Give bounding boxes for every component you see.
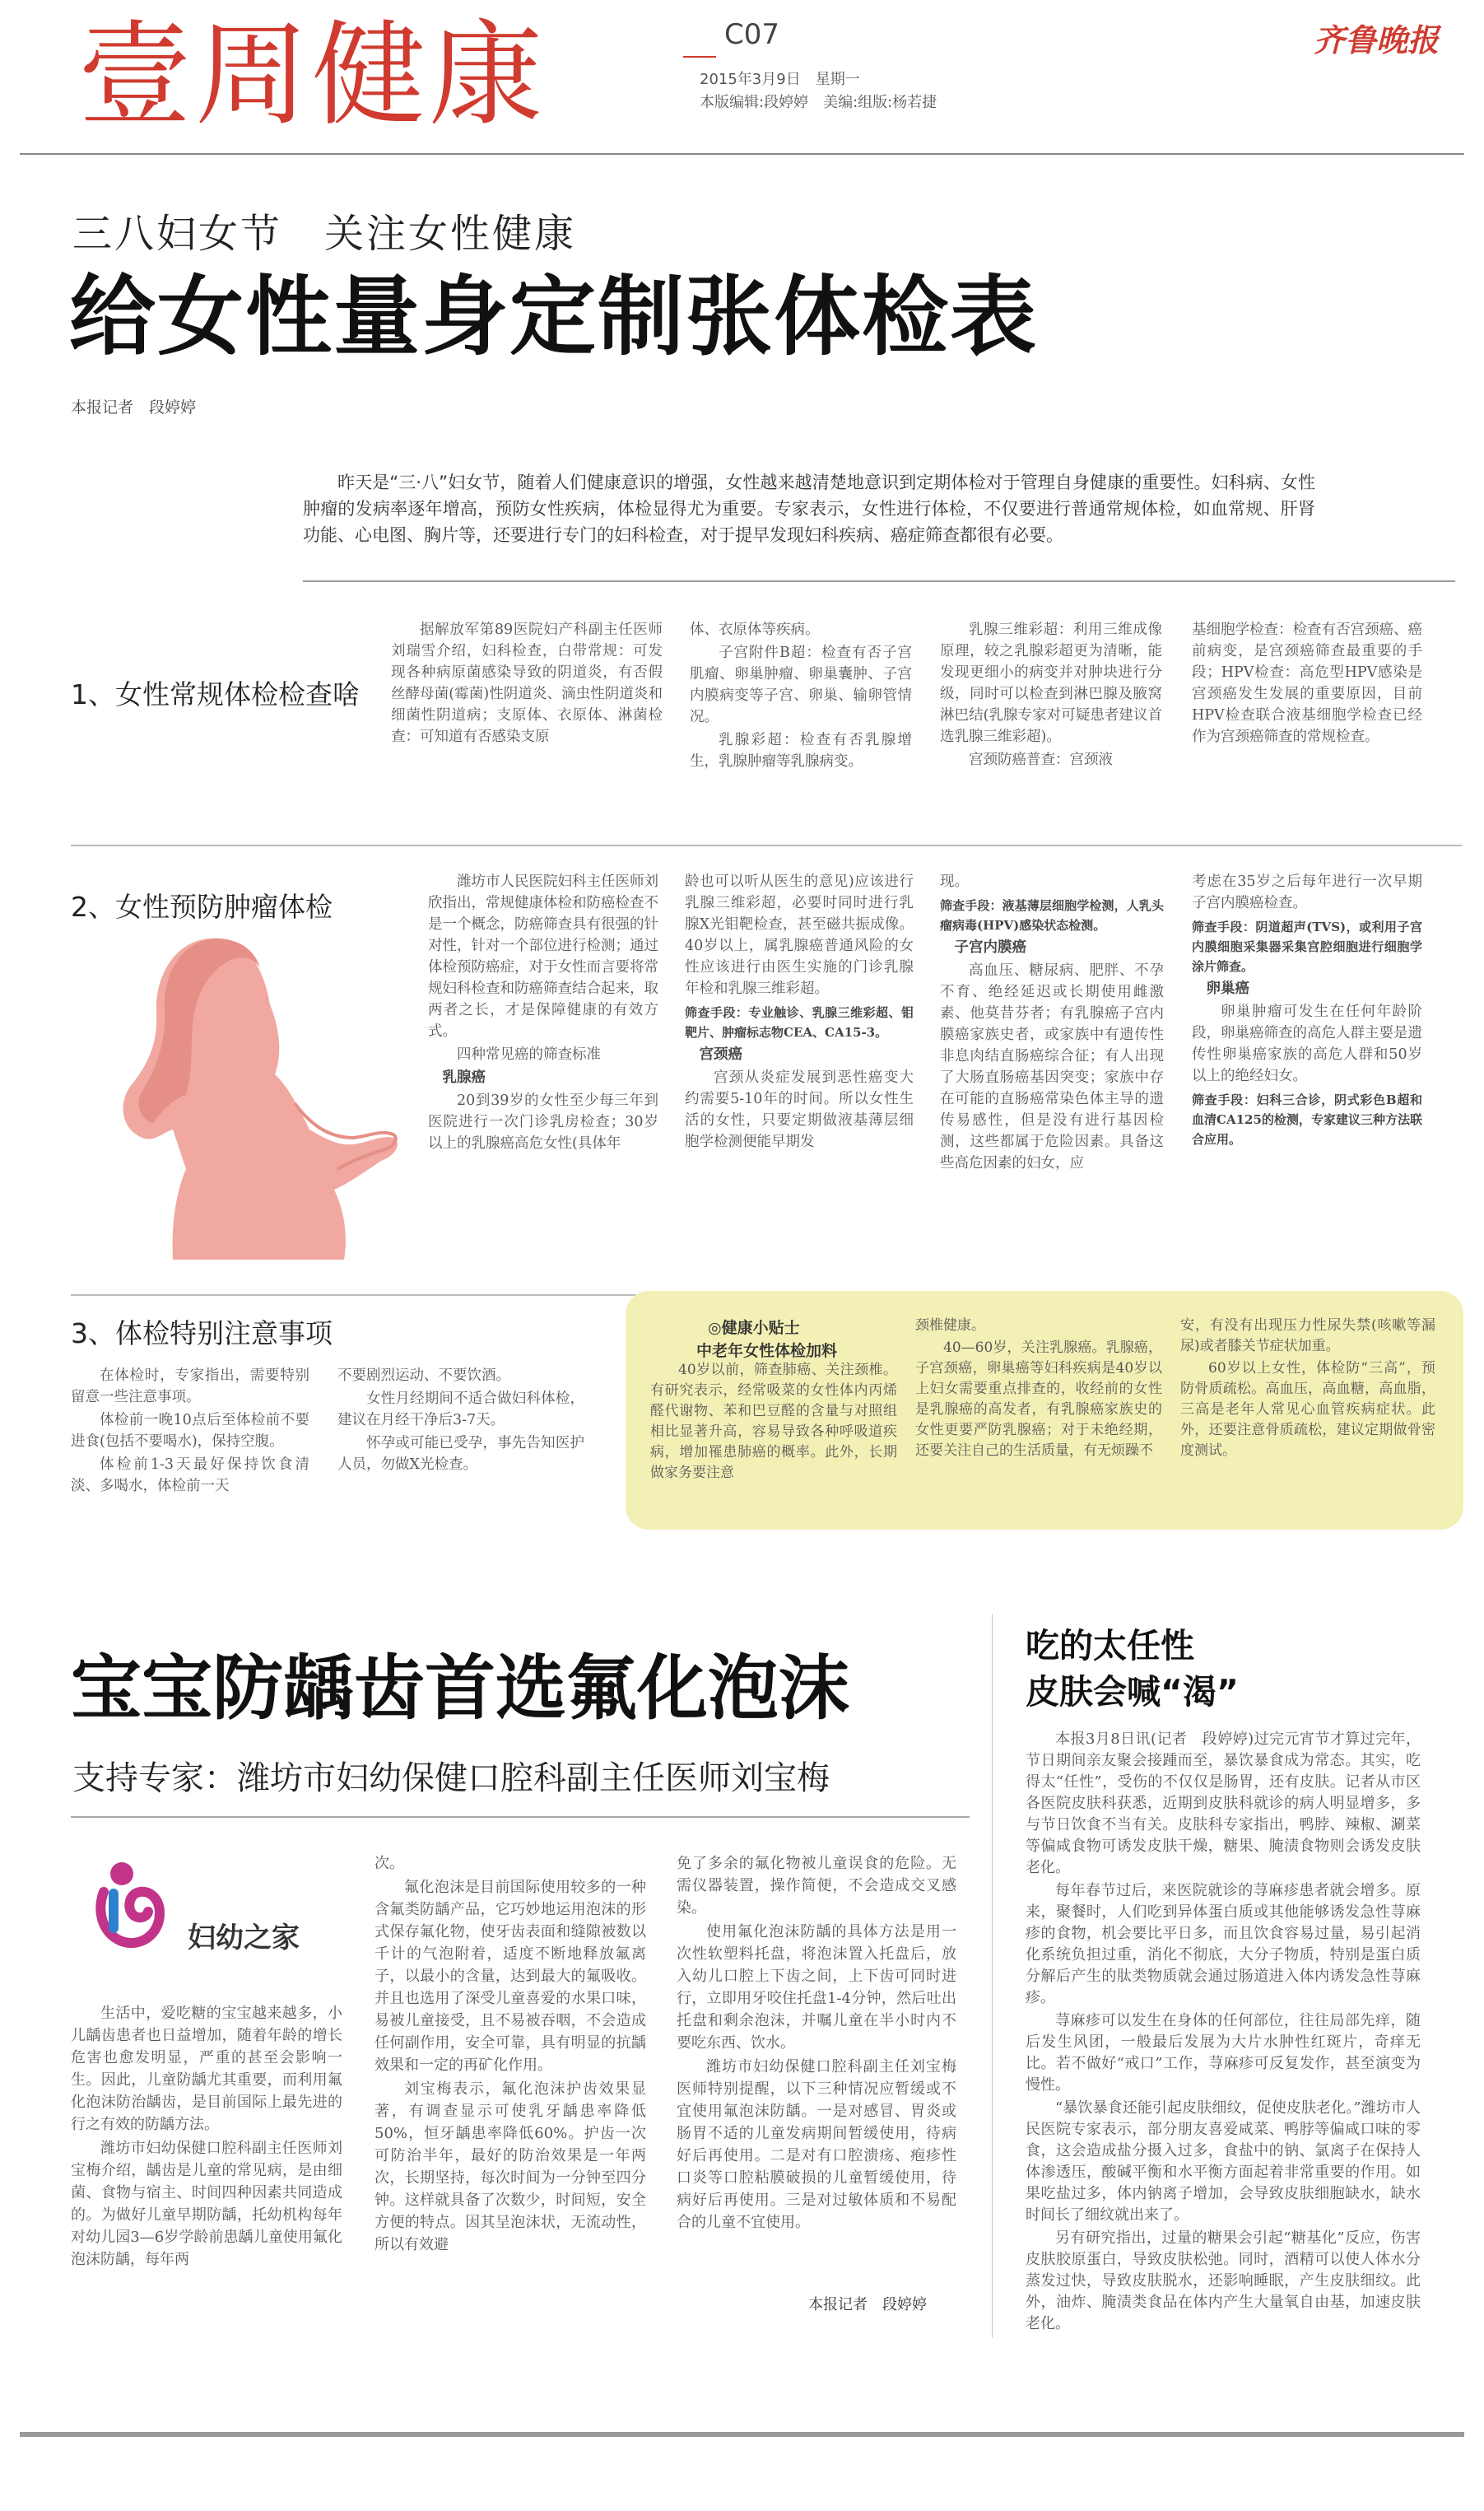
s3-c2-p3: 怀孕或可能已受孕，事先告知医护人员，勿做X光检查。 [337, 1435, 584, 1473]
s2-c1-p1: 潍坊市人民医院妇科主任医师刘欣指出，常规健康体检和防癌检查不是一个概念，防癌筛查具有很强的针对性，针对一个部位进行检测；通过体检预防癌症，对于女性而言要将常规妇科检查和防癌筛查结合起来，取两者之长，才是保障健康的有效方式。 [428, 873, 658, 1040]
article1-byline: 本报记者 段婷婷 [71, 398, 197, 417]
s1-col-3 [940, 619, 1162, 821]
s2-c4-p1: 考虑在35岁之后每年进行一次早期子宫内膜癌检查。 [1192, 873, 1422, 911]
s3-c2-p1: 不要剧烈运动、不要饮酒。 [337, 1367, 510, 1384]
s3-col-2 [337, 1365, 584, 1538]
s3-c1-p3: 体检前1-3天最好保持饮食清淡、多喝水，体检前一天 [71, 1456, 309, 1494]
s2-c1-p2: 四种常见癌的筛查标准 [457, 1046, 601, 1063]
a2-c2-p3: 刘宝梅表示，氟化泡沫护齿效果显著，有调查显示可使乳牙龋患率降低50%，恒牙龋患率降低60%。护齿一次可防治半年，最好的防治效果是一年两次，长期坚持，每次时间为一分钟至四分钟。这样就具备了次数少，时间短，安全方便的特点。因其呈泡沫状，无流动性，所以有效避 [374, 2080, 646, 2253]
s1-c2-p3: 乳腺彩超：检查有否乳腺增生，乳腺肿瘤等乳腺病变。 [690, 732, 912, 770]
tip-box-title: 中老年女性体检加料 [696, 1342, 838, 1360]
article1-lead: 昨天是“三·八”妇女节，随着人们健康意识的增强，女性越来越清楚地意识到定期体检对于管理自身健康的重要性。妇科病、女性肿瘤的发病率逐年增高，预防女性疾病，体检显得尤为重要。专家表示，女性进行体检，不仅要进行普通常规体检，如血常规、肝肾功能、心电图、胸片等，还要进行专门的妇科检查，对于提早发现妇科疾病、癌症筛查都很有必要。 [303, 473, 1315, 545]
s3-c2-p2: 女性月经期间不适合做妇科体检，建议在月经干净后3-7天。 [337, 1391, 584, 1428]
s3-c1-p1: 在体检时，专家指出，需要特别留意一些注意事项。 [71, 1367, 309, 1405]
s1-col-4 [1192, 619, 1422, 821]
s2-c3-sub-endometrial: 子宫内膜癌 [954, 939, 1026, 956]
s3-c1-p2: 体检前一晚10点后至体检前不要进食(包括不要喝水)，保持空腹。 [71, 1412, 309, 1450]
section2-divider [71, 1294, 639, 1296]
tip-col-2 [915, 1316, 1162, 1521]
a2-c3-p3: 潍坊市妇幼保健口腔科副主任刘宝梅医师特别提醒，以下三种情况应暂缓或不宜使用氟泡沫防龋。一是对感冒、胃炎或肠胃不适的儿童发病期间暂缓使用，待病好后再使用。二是对有口腔溃疡、疱疹性口炎等口腔粘膜破损的儿童暂缓使用，待病好后再使用。三是对过敏体质和不易配合的儿童不宜使用。 [677, 2058, 956, 2231]
footer-rule [20, 2432, 1464, 2437]
a2-c2-p1: 次。 [374, 1855, 404, 1872]
a3-p3: 荨麻疹可以发生在身体的任何部位，往往局部先痒，随后发生风团，一般最后发展为大片水肿性红斑片，奇痒无比。若不做好“戒口”工作，荨麻疹可反复发作，甚至演变为慢性。 [1026, 2012, 1421, 2094]
article2-subhead-rule [71, 1816, 970, 1818]
s2-c1-sub-breast: 乳腺癌 [442, 1069, 486, 1086]
s1-c2-p2: 子宫附件B超：检查有否子宫肌瘤、卵巢肿瘤、卵巢囊肿、子宫内膜病变等子宫、卵巢、输卵管情况。 [690, 645, 912, 725]
s2-c3-p1: 现。 [940, 873, 969, 890]
a3-p5: 另有研究指出，过量的糖果会引起“糖基化”反应，伤害皮肤胶原蛋白，导致皮肤松弛。同时，酒精可以使人体水分蒸发过快，导致皮肤脱水，还影响睡眠，产生皮肤细纹。此外，油炸、腌渍类食品在体内产生大量氧自由基，加速皮肤老化。 [1026, 2229, 1421, 2332]
s2-c2-method-1: 筛查手段：专业触诊、乳腺三维彩超、钼靶片、肿瘤标志物CEA、CA15-3。 [685, 1005, 914, 1040]
fuyou-logo-text: 妇幼之家 [188, 1922, 300, 1954]
s3-col-1 [71, 1365, 309, 1538]
s2-c3-p2: 高血压、糖尿病、肥胖、不孕不育、绝经延迟或长期使用雌激素、他莫昔芬者；有乳腺癌子宫内膜癌家族史者，或家族中有遗传性非息肉结直肠癌综合征；有人出现了大肠直肠癌基因突变；家族中存在可能的直肠癌常染色体主导的遗传易感性，但是没有进行基因检测，这些都属于危险因素。具备这些高危因素的妇女，应 [940, 962, 1164, 1172]
s1-c3-p1: 乳腺三维彩超：利用三维成像原理，较之乳腺彩超更为清晰，能发现更细小的病变并对肿块进行分级，同时可以检查到淋巴腺及腋窝淋巴结(乳腺专家对可疑患者建议首选乳腺三维彩超)。 [940, 622, 1162, 745]
a3-p1: 本报3月8日讯(记者 段婷婷)过完元宵节才算过完年，节日期间亲友聚会接踵而至，暴饮暴食成为常态。其实，吃得太“任性”，受伤的不仅仅是肠胃，还有皮肤。记者从市区各医院皮肤科获悉，近期到皮肤科就诊的病人明显增多，多与节日饮食不当有关。皮肤科专家指出，鸭脖、辣椒、涮菜等偏咸食物可诱发皮肤干燥，糖果、腌渍食物则会诱发皮肤老化。 [1026, 1731, 1421, 1876]
tip-col-3 [1180, 1316, 1435, 1521]
article1-kicker: 三八妇女节 关注女性健康 [72, 211, 577, 257]
section1-heading: 1、女性常规体检检查啥 [71, 678, 360, 710]
tip-c1-p1: 40岁以前，筛查肺癌、关注颈椎。有研究表示，经常吸菜的女性体内丙烯醛代谢物、苯和巴豆醛的含量与对照组相比显著升高，容易导致各种呼吸道疾病，增加罹患肺癌的概率。此外，长期做家务要注意 [650, 1362, 897, 1481]
tip-c3-p1: 安，有没有出现压力性尿失禁(咳嗽等漏尿)或者膝关节症状加重。 [1180, 1317, 1435, 1354]
article2-byline: 本报记者 段婷婷 [808, 2296, 927, 2313]
s1-c4-p1: 基细胞学检查：检查有否宫颈癌、癌前病变，是宫颈癌筛查最重要的手段；HPV检查：高危型HPV感染是宫颈癌发生发展的重要原因，目前HPV检查联合液基细胞学检查已经作为宫颈癌筛查的常规检查。 [1192, 622, 1422, 745]
masthead [0, 0, 1484, 156]
editor-credits: 本版编辑:段婷婷 美编:组版:杨若捷 [700, 94, 937, 111]
tip-c2-p1: 颈椎健康。 [915, 1317, 985, 1334]
s1-col-1 [391, 619, 663, 821]
article2-headline: 宝宝防龋齿首选氟化泡沫 [71, 1647, 849, 1730]
article3-headline-2: 皮肤会喊“渴” [1026, 1672, 1239, 1712]
article3-separator [992, 1614, 993, 2338]
a2-c2-p2: 氟化泡沫是目前国际使用较多的一种含氟类防龋产品，它巧妙地运用泡沫的形式保存氟化物，使牙齿表面和缝隙被数以千计的气泡附着，适度不断地释放氟离子，以最小的含量，达到最大的氟吸收。并且也选用了深受儿童喜爱的水果口味，易被儿童接受，且不易被吞咽，不会造成任何副作用，安全可靠，具有明显的抗龋效果和一定的再矿化作用。 [374, 1879, 646, 2074]
s2-c4-method-2: 筛查手段：妇科三合诊，阴式彩色B超和血清CA125的检测，专家建议三种方法联合应用。 [1192, 1092, 1422, 1147]
paper-logo: 齐鲁晚报 [1314, 21, 1440, 58]
a2-col-1 [71, 2002, 342, 2311]
s1-c2-p1: 体、衣原体等疾病。 [690, 622, 820, 638]
tip-c3-p2: 60岁以上女性，体检防“三高”，预防骨质疏松。高血压，高血糖，高血脂，三高是老年人常见心血管疾病症状。此外，还要注意骨质疏松，建议定期做骨密度测试。 [1180, 1360, 1435, 1459]
issue-date: 2015年3月9日 星期一 [700, 71, 860, 88]
fuyou-logo-icon [89, 1859, 168, 1950]
a2-col-3 [677, 1852, 956, 2293]
a2-col-2 [374, 1852, 646, 2313]
section1-divider [71, 845, 1462, 846]
masthead-red-rule [683, 56, 716, 58]
a3-p4: “暴饮暴食还能引起皮肤细纹，促使皮肤老化。”潍坊市人民医院专家表示，部分朋友喜爱咸菜、鸭脖等偏咸口味的零食，这会造成盐分摄入过多，食盐中的钠、氯离子在保持人体渗透压，酸碱平衡和水平衡方面起着非常重要的作用。如果吃盐过多，体内钠离子增加，会导致皮肤细胞缺水，缺水时间长了细纹就出来了。 [1026, 2099, 1421, 2224]
s2-col-3 [940, 871, 1164, 1291]
s2-col-1 [428, 871, 658, 1291]
s2-c2-p2: 宫颈从炎症发展到恶性癌变大约需要5-10年的时间。所以女性生活的女性，只要定期做液基薄层细胞学检测便能早期发 [685, 1069, 914, 1150]
woman-silhouette-illustration [97, 922, 403, 1260]
a3-body [1026, 1729, 1421, 2338]
a3-p2: 每年春节过后，来医院就诊的荨麻疹患者就会增多。原来，聚餐时，人们吃到异体蛋白质或其他能够诱发急性荨麻疹的食物，机会要比平日多，而且饮食容易过量，易引起消化系统负担过重，消化不彻底，大分子物质，特别是蛋白质分解后产生的肽类物质就会通过肠道进入体内诱发急性荨麻疹。 [1026, 1882, 1421, 2006]
lead-underline [303, 580, 1455, 582]
tip-c2-p2: 40—60岁，关注乳腺癌。乳腺癌，子宫颈癌，卵巢癌等妇科疾病是40岁以上妇女需要重点排查的，收经前的女性是乳腺癌的高发者，有乳腺癌家族史的女性更要严防乳腺癌；对于未绝经期，还要关注自己的生活质量，有无烦躁不 [915, 1339, 1162, 1459]
article1-headline: 给女性量身定制张体检表 [69, 267, 1039, 367]
s2-col-2 [685, 871, 914, 1291]
article2-subhead: 支持专家：潍坊市妇幼保健口腔科副主任医师刘宝梅 [72, 1759, 830, 1797]
a2-c1-p1: 生活中，爱吃糖的宝宝越来越多，小儿龋齿患者也日益增加，随着年龄的增长危害也愈发明显，严重的甚至会影响一生。因此，儿童防龋尤其重要，而利用氟化泡沫防治龋齿，是目前国际上最先进的行之有效的防龋方法。 [71, 2005, 342, 2133]
tip-box-label: ◎健康小贴士 [708, 1319, 800, 1337]
s2-c4-sub-ovarian: 卵巢癌 [1206, 981, 1249, 997]
s1-col-2 [690, 619, 912, 821]
section3-heading: 3、体检特别注意事项 [71, 1317, 333, 1349]
s2-c4-p2: 卵巢肿瘤可发生在任何年龄阶段，卵巢癌筛查的高危人群主要是遗传性卵巢癌家族的高危人群和50岁以上的绝经妇女。 [1192, 1004, 1422, 1084]
s1-c1-p1: 据解放军第89医院妇产科副主任医师刘瑞雪介绍，妇科检查，白带常规：可发现各种病原菌感染导致的阴道炎，有否假丝酵母菌(霉菌)性阴道炎、滴虫性阴道炎和细菌性阴道病；支原体、衣原体、淋菌检查：可知道有否感染支原 [391, 622, 663, 745]
a2-c1-p2: 潍坊市妇幼保健口腔科副主任医师刘宝梅介绍，龋齿是儿童的常见病，是由细菌、食物与宿主、时间四种因素共同造成的。为做好儿童早期防龋，托幼机构每年对幼儿园3—6岁学龄前患龋儿童使用氟化泡沫防龋，每年两 [71, 2140, 342, 2268]
s2-col-4 [1192, 871, 1422, 1291]
section2-heading: 2、女性预防肿瘤体检 [71, 891, 333, 923]
s2-c4-method-1: 筛查手段：阴道超声(TVS)，或利用子宫内膜细胞采集器采集宫腔细胞进行细胞学涂片筛查。 [1192, 920, 1422, 974]
a2-c3-p2: 使用氟化泡沫防龋的具体方法是用一次性软塑料托盘，将泡沫置入托盘后，放入幼儿口腔上下齿之间，上下齿可同时进行，立即用牙咬住托盘1-4分钟，然后吐出托盘和剩余泡沫，并嘱儿童在半小时内不要吃东西、饮水。 [677, 1923, 956, 2052]
article3-headline-1: 吃的太任性 [1026, 1626, 1194, 1665]
s2-c3-method-1: 筛查手段：液基薄层细胞学检测，人乳头瘤病毒(HPV)感染状态检测。 [940, 898, 1164, 933]
masthead-title: 壹周健康 [78, 9, 547, 142]
s1-c3-p2: 宫颈防癌普查：宫颈液 [969, 752, 1113, 768]
a2-c3-p1: 免了多余的氟化物被儿童误食的危险。无需仪器装置，操作简便，不会造成交叉感染。 [677, 1855, 956, 1917]
page-number: C07 [724, 18, 780, 51]
s2-c1-p3: 20到39岁的女性至少每三年到医院进行一次门诊乳房检查；30岁以上的乳腺癌高危女性(具体年 [428, 1092, 658, 1152]
tip-col-1 [650, 1360, 897, 1521]
s2-c2-p1: 龄也可以听从医生的意见)应该进行乳腺三维彩超，必要时同时进行乳腺X光钼靶检查，甚至磁共振成像。40岁以上，属乳腺癌普通风险的女性应该进行由医生实施的门诊乳腺年检和乳腺三维彩超。 [685, 873, 914, 997]
s2-c2-sub-cervical: 宫颈癌 [699, 1046, 742, 1063]
masthead-divider [20, 153, 1464, 155]
